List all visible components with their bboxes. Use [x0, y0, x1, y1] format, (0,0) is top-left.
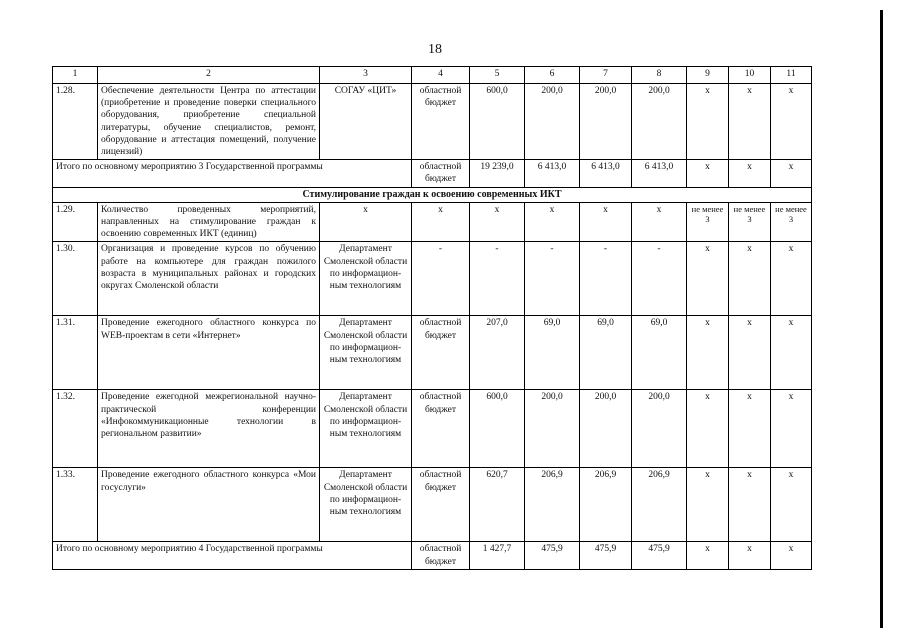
indicator-year-2: х: [729, 542, 771, 569]
indicator-year-1: х: [687, 84, 729, 160]
funding-source: областной бюджет: [412, 316, 470, 390]
subtotal-label: Итого по основному мероприятию 4 Государственной программы: [53, 542, 412, 569]
value-year-2: 200,0: [580, 84, 632, 160]
indicator-year-2: х: [729, 242, 771, 316]
executor: СОГАУ «ЦИТ»: [320, 84, 412, 160]
row-number: 1.30.: [53, 242, 98, 316]
activity-name: Организация и проведение курсов по обучению работе на компьютере для граждан пожилого возраста в муниципальных районах и городских округах Смоленской области: [98, 242, 320, 316]
value-total: -: [470, 242, 525, 316]
activity-name: Проведение ежегодного областного конкурса «Мои госуслуги»: [98, 468, 320, 542]
program-table: [52, 66, 812, 570]
activity-name: Проведение ежегодного областного конкурса по WEB-проектам в сети «Интернет»: [98, 316, 320, 390]
col-header-9: 9: [687, 67, 729, 84]
subtotal-row: [53, 160, 812, 187]
value-year-1: 200,0: [525, 84, 580, 160]
value-total: 207,0: [470, 316, 525, 390]
value-year-1: 475,9: [525, 542, 580, 569]
activity-name: Обеспечение деятельности Центра по аттестации (приобретение и проведение поверки специального оборудования, приобретение специальной литературы, обучение специалистов, ремонт, оборудование и аттестация помещений, получение лицензий): [98, 84, 320, 160]
indicator-year-1: х: [687, 242, 729, 316]
funding-source: областной бюджет: [412, 542, 470, 569]
col-header-7: 7: [580, 67, 632, 84]
funding-source: х: [412, 202, 470, 242]
value-year-2: 206,9: [580, 468, 632, 542]
value-total: 620,7: [470, 468, 525, 542]
row-number: 1.31.: [53, 316, 98, 390]
column-number-row: [53, 67, 812, 84]
executor: Департамент Смоленской области по информацион-ным технологиям: [320, 242, 412, 316]
col-header-11: 11: [771, 67, 812, 84]
row-number: 1.32.: [53, 390, 98, 468]
value-year-3: -: [632, 242, 687, 316]
col-header-4: 4: [412, 67, 470, 84]
funding-source: областной бюджет: [412, 390, 470, 468]
col-header-6: 6: [525, 67, 580, 84]
activity-name: Проведение ежегодной межрегиональной научно-практической конференции «Инфокоммуникационные технологии в региональном развитии»: [98, 390, 320, 468]
page-edge-bar: [880, 10, 883, 628]
value-total: х: [470, 202, 525, 242]
table-row: [53, 468, 812, 542]
indicator-year-3: х: [771, 390, 812, 468]
indicator-year-1: х: [687, 160, 729, 187]
value-total: 1 427,7: [470, 542, 525, 569]
value-year-3: 69,0: [632, 316, 687, 390]
value-year-2: -: [580, 242, 632, 316]
row-number: 1.33.: [53, 468, 98, 542]
table-row: [53, 242, 812, 316]
value-year-2: 475,9: [580, 542, 632, 569]
value-year-1: 206,9: [525, 468, 580, 542]
col-header-10: 10: [729, 67, 771, 84]
indicator-year-2: х: [729, 390, 771, 468]
indicator-year-1: х: [687, 542, 729, 569]
table-row: [53, 316, 812, 390]
value-total: 19 239,0: [470, 160, 525, 187]
executor: х: [320, 202, 412, 242]
value-total: 600,0: [470, 390, 525, 468]
value-year-3: 206,9: [632, 468, 687, 542]
col-header-2: 2: [98, 67, 320, 84]
value-year-2: х: [580, 202, 632, 242]
indicator-year-2: х: [729, 316, 771, 390]
col-header-5: 5: [470, 67, 525, 84]
indicator-year-3: х: [771, 160, 812, 187]
value-year-3: 200,0: [632, 84, 687, 160]
row-number: 1.29.: [53, 202, 98, 242]
value-year-1: 200,0: [525, 390, 580, 468]
indicator-year-1: х: [687, 316, 729, 390]
activity-name: Количество проведенных мероприятий, направленных на стимулирование граждан к освоению современных ИКТ (единиц): [98, 202, 320, 242]
table-row: [53, 202, 812, 242]
indicator-year-1: х: [687, 468, 729, 542]
indicator-year-3: х: [771, 316, 812, 390]
executor: Департамент Смоленской области по информацион-ным технологиям: [320, 390, 412, 468]
indicator-year-2: х: [729, 160, 771, 187]
indicator-year-1: х: [687, 390, 729, 468]
value-year-3: 200,0: [632, 390, 687, 468]
funding-source: -: [412, 242, 470, 316]
value-year-1: 69,0: [525, 316, 580, 390]
indicator-year-3: не менее 3: [771, 202, 812, 242]
value-year-2: 69,0: [580, 316, 632, 390]
value-year-1: -: [525, 242, 580, 316]
value-total: 600,0: [470, 84, 525, 160]
value-year-1: х: [525, 202, 580, 242]
section-title: Стимулирование граждан к освоению современных ИКТ: [53, 187, 812, 202]
row-number: 1.28.: [53, 84, 98, 160]
indicator-year-3: х: [771, 242, 812, 316]
executor: Департамент Смоленской области по информацион-ным технологиям: [320, 468, 412, 542]
indicator-year-3: х: [771, 542, 812, 569]
indicator-year-2: х: [729, 84, 771, 160]
subtotal-label: Итого по основному мероприятию 3 Государственной программы: [53, 160, 412, 187]
indicator-year-1: не менее 3: [687, 202, 729, 242]
funding-source: областной бюджет: [412, 84, 470, 160]
indicator-year-2: х: [729, 468, 771, 542]
col-header-8: 8: [632, 67, 687, 84]
col-header-1: 1: [53, 67, 98, 84]
value-year-3: 6 413,0: [632, 160, 687, 187]
subtotal-row: [53, 542, 812, 569]
executor: Департамент Смоленской области по информацион-ным технологиям: [320, 316, 412, 390]
indicator-year-2: не менее 3: [729, 202, 771, 242]
value-year-2: 200,0: [580, 390, 632, 468]
page-number: 18: [428, 42, 442, 57]
section-row: [53, 187, 812, 202]
value-year-3: х: [632, 202, 687, 242]
col-header-3: 3: [320, 67, 412, 84]
table-row: [53, 390, 812, 468]
value-year-3: 475,9: [632, 542, 687, 569]
indicator-year-3: х: [771, 468, 812, 542]
indicator-year-3: х: [771, 84, 812, 160]
funding-source: областной бюджет: [412, 468, 470, 542]
table-row: [53, 84, 812, 160]
funding-source: областной бюджет: [412, 160, 470, 187]
value-year-1: 6 413,0: [525, 160, 580, 187]
value-year-2: 6 413,0: [580, 160, 632, 187]
